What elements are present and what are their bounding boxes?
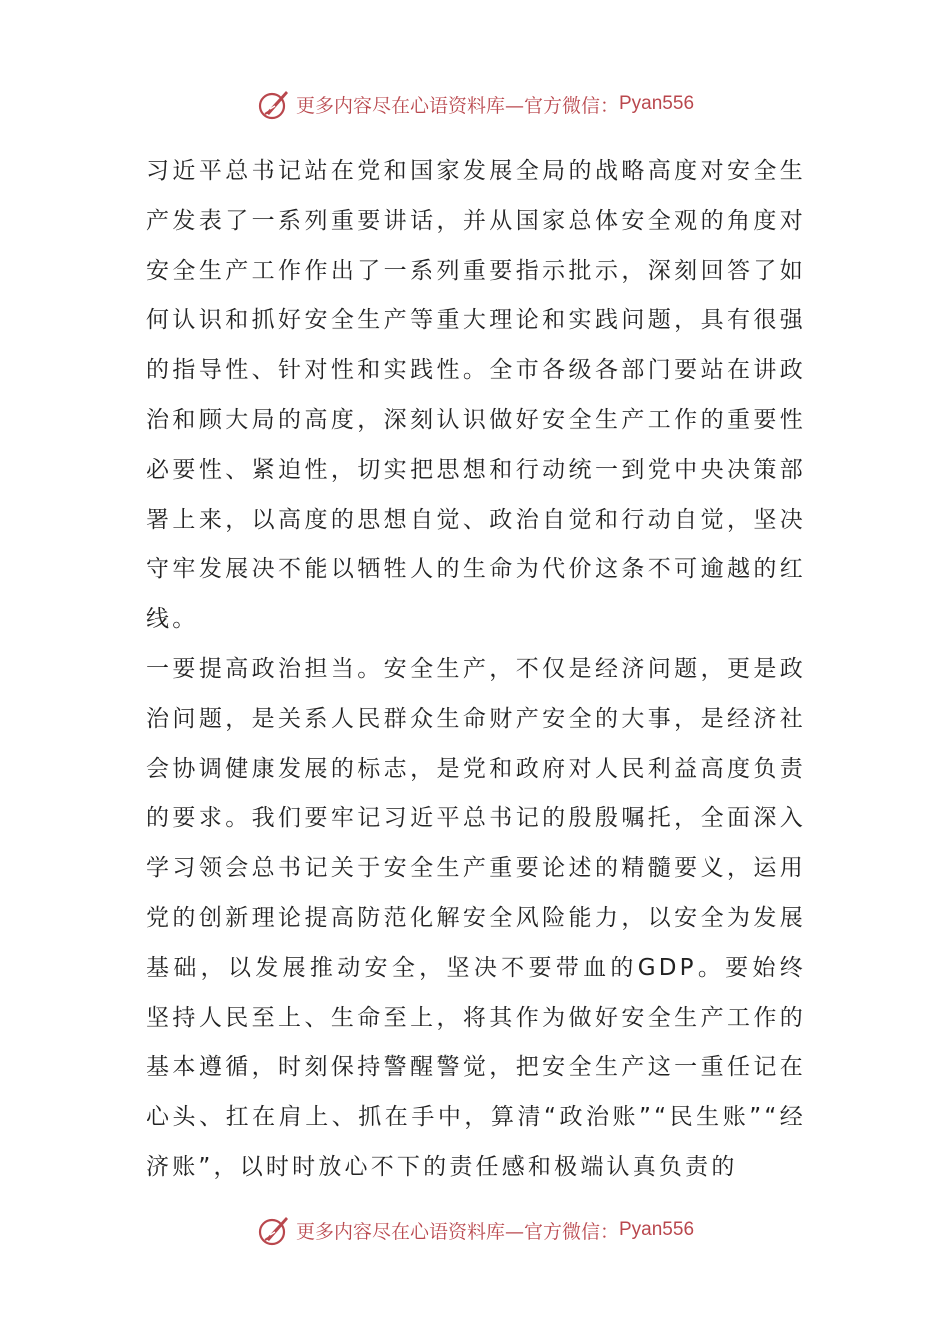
banner-wechat-id: Pyan556 — [619, 93, 695, 114]
quill-pen-circle-icon — [256, 86, 292, 122]
banner-wechat-id: Pyan556 — [619, 1219, 695, 1240]
banner-text: 更多内容尽在心语资料库—官方微信： — [295, 94, 619, 117]
document-body — [146, 147, 806, 1193]
header-banner — [0, 82, 950, 126]
banner-text: 更多内容尽在心语资料库—官方微信： — [295, 1220, 619, 1243]
quill-pen-circle-icon — [256, 1212, 292, 1248]
paragraph-1: 习近平总书记站在党和国家发展全局的战略高度对安全生产发表了一系列重要讲话，并从国家总体安全观的角度对安全生产工作作出了一系列重要指示批示，深刻回答了如何认识和抓好安全生产等重大理论和实践问题，具有很强的指导性、针对性和实践性。全市各级各部门要站在讲政治和顾大局的高度，深刻认识做好安全生产工作的重要性必要性、紧迫性，切实把思想和行动统一到党中央决策部署上来，以高度的思想自觉、政治自觉和行动自觉，坚决守牢发展决不能以牺牲人的生命为代价这条不可逾越的红线。 — [146, 158, 806, 633]
footer-banner — [0, 1208, 950, 1252]
paragraph-2: 一要提高政治担当。安全生产，不仅是经济问题，更是政治问题，是关系人民群众生命财产安全的大事，是经济社会协调健康发展的标志，是党和政府对人民利益高度负责的要求。我们要牢记习近平总书记的殷殷嘱托，全面深入学习领会总书记关于安全生产重要论述的精髓要义，运用党的创新理论提高防范化解安全风险能力，以安全为发展基础，以发展推动安全，坚决不要带血的GDP。要始终坚持人民至上、生命至上，将其作为做好安全生产工作的基本遵循，时刻保持警醒警觉，把安全生产这一重任记在心头、扛在肩上、抓在手中，算清“政治账”“民生账”“经济账”，以时时放心不下的责任感和极端认真负责的 — [146, 655, 806, 1180]
